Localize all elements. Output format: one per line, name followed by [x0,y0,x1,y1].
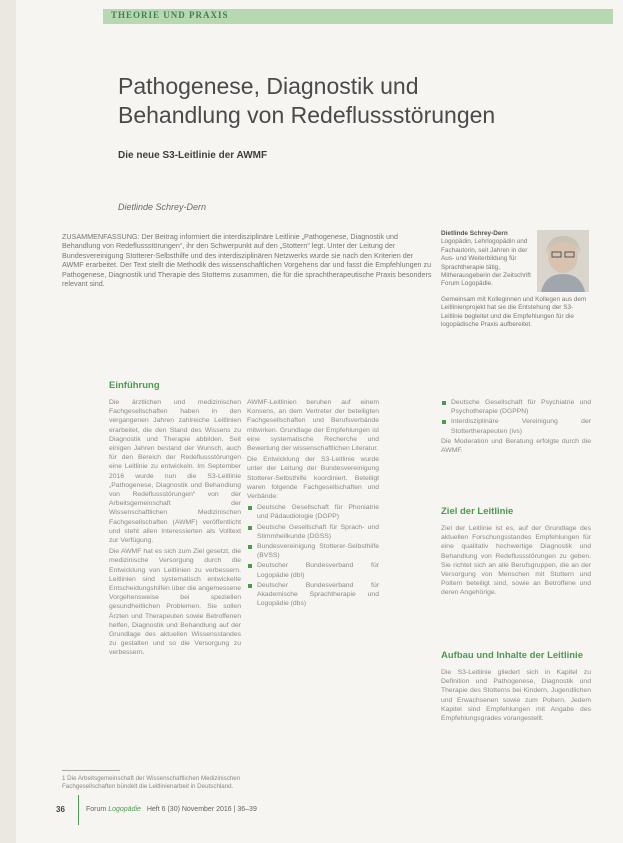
column-3-ziel: Ziel der Leitlinie ist es, auf der Grundlage des aktuellen Forschungsstandes Empfehlungen für eine qualitativ hochwertige Diagnostik und Behandlung von Redeflussstörungen zu geben. Sie richtet sich an alle Berufsgruppen, die an der Versorgung von Menschen mit Stottern und Poltern beteiligt sind, sowie an Betroffene und deren Angehörige. [441,525,591,597]
page-edge [0,0,16,843]
footer-logo: Logopädie [108,806,141,813]
article-subtitle: Die neue S3-Leitlinie der AWMF [118,150,268,161]
page-number: 36 [56,805,65,814]
author-name: Dietlinde Schrey-Dern [118,202,207,212]
list-item: Deutsche Gesellschaft für Phoniatrie und Pädaudiologie (DGPP) [257,503,379,521]
bullet-icon [442,420,446,424]
footnote-divider [62,770,120,771]
author-profile-continued: Gemeinsam mit Kolleginnen und Kollegen aus dem Leitlinienprojekt hat sie die Entstehung der S3-Leitlinie begleitet und die Empfehlungen für die logopädische Praxis aufbereitet. [441,296,587,329]
column-1 [109,398,241,660]
bullet-icon [248,526,252,530]
list-item: Deutsche Gesellschaft für Sprach- und Stimmheilkunde (DGSS) [257,523,379,541]
column-3 [441,398,591,457]
bullet-icon [248,545,252,549]
heading-einfuehrung: Einführung [109,380,160,391]
article-title [118,72,498,130]
paragraph: Die Entwicklung der S3-Leitlinie wurde unter der Leitung der Bundesvereinigung Stotterer-Selbsthilfe koordiniert. Beteiligt waren folgende Fachgesellschaften und Verbände: [247,456,379,501]
column-3-aufbau: Die S3-Leitlinie gliedert sich in Kapitel zu Definition und Pathogenese, Diagnostik und Therapie des Stotterns bei Kindern, Jugendlichen und Erwachsenen sowie zum Poltern. Jedem Kapitel sind Empfehlungen mit Angabe des Empfehlungsgrades vorangestellt. [441,669,591,723]
footer-journal: Forum [86,806,107,813]
profile-text: Logopädin, Lehrlogopädin und Fachautorin, seit Jahren in der Aus- und Weiterbildung für Sprachtherapie tätig, Mitherausgeberin der Zeitschrift Forum Logopädie. [441,238,531,288]
society-list-continued [441,398,591,436]
paragraph: Die AWMF hat es sich zum Ziel gesetzt, die medizinische Versorgung durch die Entwicklung von Leitlinien zu verbessern. Leitlinien sind systematisch entwickelte Entscheidungshilfen über die angemessene Vorgehensweise bei speziellen gesundheitlichen Problemen. Sie sollen Ärzten und Therapeuten sowie Betroffenen helfen, Diagnostik und Behandlung auf der Grundlage des aktuellen Wissensstandes zu gestalten und so die Versorgung zu verbessern. [109,548,241,657]
society-list [247,503,379,608]
bullet-icon [248,564,252,568]
title-line-2: Behandlung von Redeflussstörungen [118,102,496,128]
footer-issue: Heft 6 (30) November 2016 | 36–39 [146,806,257,813]
list-item: Interdisziplinäre Vereinigung der Stottertherapeuten (ivs) [451,417,591,435]
author-photo [537,230,589,292]
footer-divider [78,795,79,825]
bullet-icon [248,584,252,588]
portrait-image [537,230,589,292]
profile-name: Dietlinde Schrey-Dern [441,230,508,237]
paragraph: Die Moderation und Beratung erfolgte durch die AWMF. [441,437,591,455]
footnote: 1 Die Arbeitsgemeinschaft der Wissenschaftlichen Medizinischen Fachgesellschaften bündelt die Leitlinienarbeit in Deutschland. [62,775,241,790]
list-item: Deutscher Bundesverband für Logopädie (dbl) [257,561,379,579]
heading-aufbau: Aufbau und Inhalte der Leitlinie [441,650,583,661]
column-2 [247,398,379,609]
list-item: Bundesvereinigung Stotterer-Selbsthilfe (BVSS) [257,542,379,560]
section-rubric-bar [103,9,613,24]
title-line-1: Pathogenese, Diagnostik und [118,73,419,99]
paragraph: AWMF-Leitlinien beruhen auf einem Konsens, an dem Vertreter der beteiligten Fachgesellschaften und Berufsverbände mitwirken. Grundlage der Empfehlungen ist eine systematische Recherche und Bewertung der wissenschaftlichen Literatur. [247,399,379,453]
abstract: ZUSAMMENFASSUNG: Der Beitrag informiert die interdisziplinäre Leitlinie „Pathogenese, Diagnostik und Behandlung von Redeflussstörungen“, ihr den Schwerpunkt auf den „Stottern“ legt. Unter der Leitung der Bundesvereinigung Stotterer-Selbsthilfe und des interdisziplinären Netzwerks wurde sie nach den Kriterien der AWMF erarbeitet. Der Text stellt die Methodik des wissenschaftlichen Vorgehens dar und fasst die Empfehlungen zu Pathogenese, Diagnostik und Therapie des Stotterns zusammen, die für die sprachtherapeutische Praxis besonders relevant sind. [62,232,432,289]
author-profile [441,230,535,289]
paragraph: Die ärztlichen und medizinischen Fachgesellschaften haben in den vergangenen Jahren zahlreiche Leitlinien erarbeitet, die den Stand des Wissens zu Diagnostik und Therapie abbilden. Seit einigen Jahren bestand der Wunsch, auch für den Bereich der Redeflussstörungen eine Leitlinie zu entwickeln. Im September 2016 wurde nun die S3-Leitlinie „Pathogenese, Diagnostik und Behandlung von Redeflussstörungen“ von der Arbeitsgemeinschaft der Wissenschaftlichen Medizinischen Fachgesellschaften (AWMF) veröffentlicht und steht allen Interessierten als Volltext zur Verfügung. [109,399,241,545]
bullet-icon [442,401,446,405]
section-rubric: THEORIE UND PRAXIS [111,10,229,20]
list-item: Deutscher Bundesverband für Akademische Sprachtherapie und Logopädie (dbs) [257,581,379,609]
journal-footer [86,806,257,813]
bullet-icon [248,506,252,510]
list-item: Deutsche Gesellschaft für Psychiatrie und Psychotherapie (DGPPN) [451,398,591,416]
heading-ziel: Ziel der Leitlinie [441,506,514,517]
